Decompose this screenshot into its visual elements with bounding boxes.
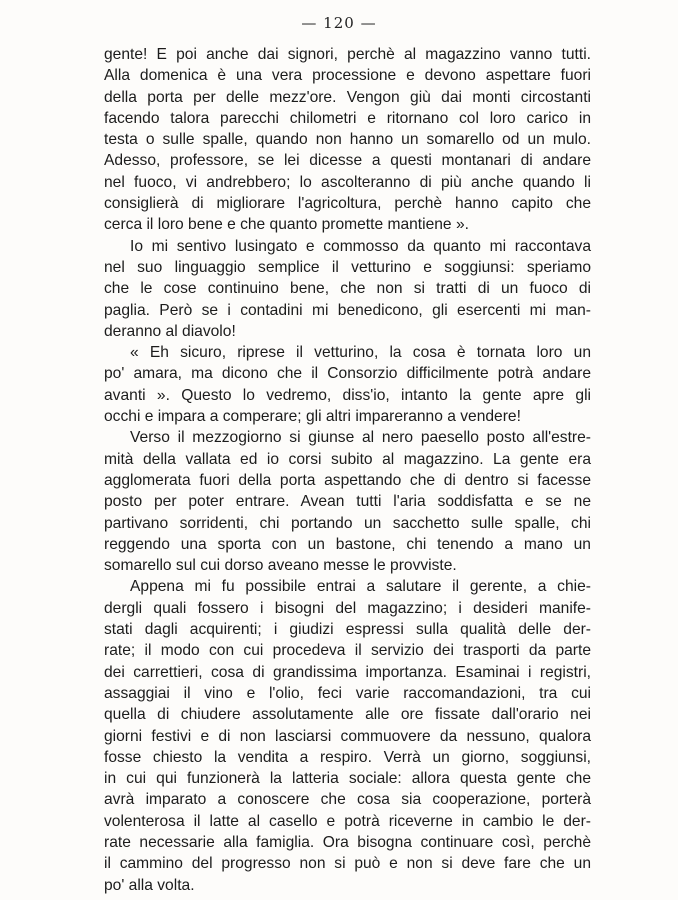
text-line: Verso il mezzogiorno si giunse al nero paesello posto all'estre- bbox=[130, 429, 591, 447]
text-line: che le cose continuino bene, che non si tratti di un fuoco di bbox=[104, 280, 591, 298]
text-line: dergli quali fossero i bisogni del magazzino; i desideri manife- bbox=[104, 599, 591, 617]
text-line: rate; il modo con cui procedeva il servizio dei trasporti da parte bbox=[104, 642, 591, 660]
text-line: facendo talora parecchi chilometri e ritornano col loro carico in bbox=[104, 109, 591, 127]
text-line: quella di chiudere assolutamente alle ore fissate dall'orario nei bbox=[104, 706, 591, 724]
text-line: paglia. Però se i contadini mi benedicono, gli esercenti mi man- bbox=[104, 301, 591, 319]
text-line: consiglierà di migliorare l'agricoltura, perchè hanno capito che bbox=[104, 195, 591, 213]
text-line: Appena mi fu possibile entrai a salutare il gerente, a chie- bbox=[130, 578, 591, 596]
text-line: agglomerata fuori della porta aspettando che di dentro si facesse bbox=[104, 471, 591, 489]
text-line: avanti ». Questo lo vedremo, diss'io, intanto la gente apre gli bbox=[104, 386, 591, 404]
body-text bbox=[104, 44, 591, 896]
text-line: assaggiai il vino e l'olio, feci varie raccomandazioni, tra cui bbox=[104, 684, 591, 702]
text-line: po' alla volta. bbox=[104, 876, 195, 894]
text-line: della porta per delle mezz'ore. Vengon giù dai monti circostanti bbox=[104, 88, 591, 106]
text-line: testa o sulle spalle, quando non hanno un somarello od un mulo. bbox=[104, 131, 591, 149]
text-line: nel suo linguaggio semplice il vetturino e soggiunsi: speriamo bbox=[104, 258, 591, 276]
text-line: volenterosa il latte al casello e potrà riceverne in cambio le der- bbox=[104, 812, 591, 830]
text-line: stati dagli acquirenti; i giudizi espressi sulla qualità delle der- bbox=[104, 621, 591, 639]
text-line: in cui qui funzionerà la latteria sociale: allora questa gente che bbox=[104, 770, 591, 788]
text-line: giorni festivi e di non lasciarsi commuovere da nessuno, qualora bbox=[104, 727, 591, 745]
text-line: rate necessarie alla famiglia. Ora bisogna continuare così, perchè bbox=[104, 833, 591, 851]
text-line: posto per poter entrare. Avean tutti l'aria soddisfatta e se ne bbox=[104, 493, 591, 511]
text-line: gente! E poi anche dai signori, perchè al magazzino vanno tutti. bbox=[104, 46, 591, 63]
text-line: avrà imparato a conoscere che cosa sia cooperazione, porterà bbox=[104, 791, 591, 809]
text-line: dei carrettieri, cosa di grandissima importanza. Esaminai i registri, bbox=[104, 663, 591, 681]
text-line: mità della vallata ed io corsi subito al magazzino. La gente era bbox=[104, 450, 591, 468]
text-line: reggendo una sporta con un bastone, chi tenendo a mano un bbox=[104, 535, 591, 553]
text-line: il cammino del progresso non si può e non si deve fare che un bbox=[104, 855, 591, 873]
text-line: cerca il loro bene e che quanto promette mantiene ». bbox=[104, 216, 469, 234]
text-line: « Eh sicuro, riprese il vetturino, la cosa è tornata loro un bbox=[130, 344, 591, 362]
text-line: Adesso, professore, se lei dicesse a questi montanari di andare bbox=[104, 152, 591, 170]
text-line: occhi e impara a comperare; gli altri impareranno a vendere! bbox=[104, 408, 521, 426]
text-line: partivano sorridenti, chi portando un sacchetto sulle spalle, chi bbox=[104, 514, 591, 532]
text-line: Alla domenica è una vera processione e devono aspettare fuori bbox=[104, 67, 591, 85]
text-line: po' amara, ma dicono che il Consorzio difficilmente potrà andare bbox=[104, 365, 591, 383]
page-number: — 120 — bbox=[301, 14, 377, 32]
text-line: Io mi sentivo lusingato e commosso da quanto mi raccontava bbox=[130, 237, 591, 255]
text-line: nel fuoco, vi andrebbero; lo ascolteranno di più anche quando li bbox=[104, 173, 591, 191]
text-line: somarello sul cui dorso aveano messe le provviste. bbox=[104, 557, 457, 575]
text-line: fosse chiesto la vendita a respiro. Verrà un giorno, soggiunsi, bbox=[104, 748, 591, 766]
text-line: deranno al diavolo! bbox=[104, 322, 236, 340]
